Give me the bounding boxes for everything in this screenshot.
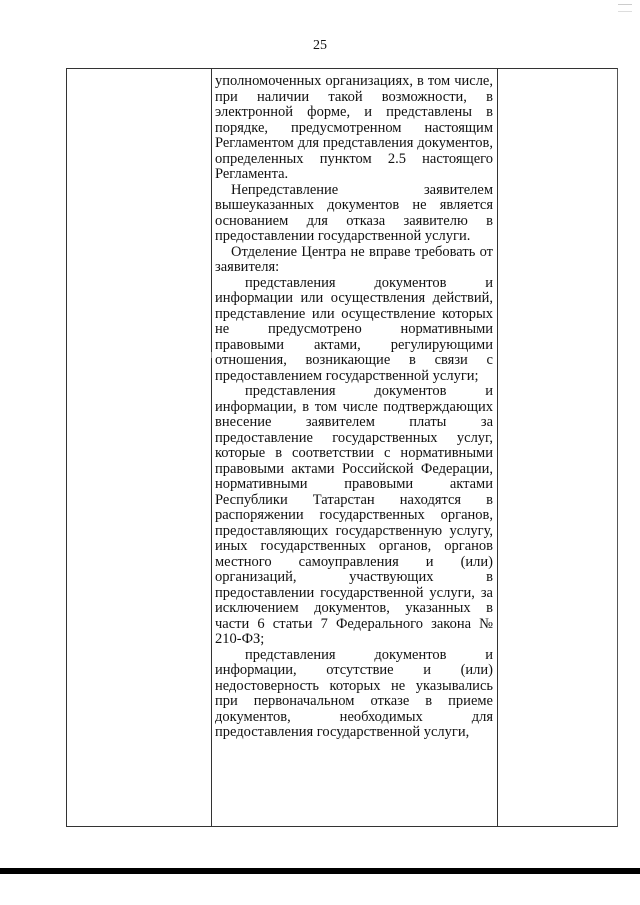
paragraph-requirement-1: представления документов и информации или осуществления действий, представление или осуществление которых не предусмотрено нормативными правовыми актами, регулирующими отношения, возникающие в связи с предоставлением государственной услуги; xyxy=(215,274,493,384)
paragraph-continuation: уполномоченных организациях, в том числе, при наличии такой возможности, в электронной форме, и представлены в порядке, предусмотренном настоящим Регламентом для представления документов, определенных пунктом 2.5 настоящего Регламента. xyxy=(215,73,493,182)
paragraph-requirement-2: представления документов и информации, в том числе подтверждающих внесение заявителем платы за предоставление государственных услуг, которые в соответствии с нормативными правовыми актами Российской Федерации, нормативными правовыми актами Республики Татарстан находятся в распоряжении государственных органов, предоставляющих государственную услугу, иных государственных органов, органов местного самоуправления и (или) организаций, участвующих в предоставлении государственной услуги, за исключением документов, указанных в части 6 статьи 7 Федерального закона № 210-ФЗ; xyxy=(215,383,493,647)
scan-edge-mark xyxy=(618,4,632,12)
column-divider-right xyxy=(497,69,498,826)
scan-bottom-border xyxy=(0,868,640,874)
paragraph-requirement-3: представления документов и информации, отсутствие и (или) недостоверность которых не указывались при первоначальном отказе в приеме документов, необходимых для предоставления государственной услуги, xyxy=(215,646,493,740)
column-divider-left xyxy=(211,69,212,826)
table-cell-text xyxy=(215,74,493,741)
paragraph-nonsubmission: Непредставление заявителем вышеуказанных документов не является основанием для отказа заявителю в предоставлении государственной услуги. xyxy=(215,181,493,244)
page-number: 25 xyxy=(313,38,327,53)
document-table xyxy=(66,68,618,827)
margin-tick-mark xyxy=(211,352,212,358)
paragraph-center-may-not-require: Отделение Центра не вправе требовать от заявителя: xyxy=(215,243,493,275)
